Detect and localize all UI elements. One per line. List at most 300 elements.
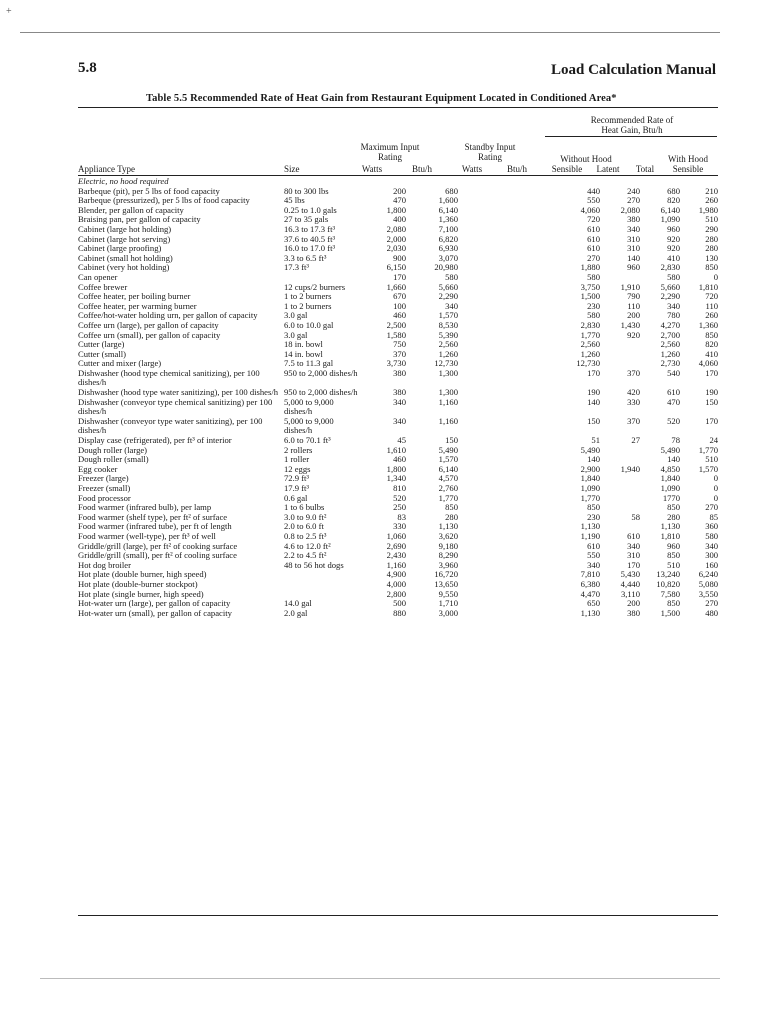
latent-cell: 200	[627, 598, 640, 609]
with-hood-cell: 150	[705, 396, 719, 407]
appliance-cell: Coffee heater, per boiling burner	[78, 291, 191, 302]
watts-cell: 2,500	[386, 319, 406, 330]
standby-watts-cell	[458, 206, 500, 216]
section-label: Electric, no hood required	[78, 176, 169, 186]
btuh-cell: 6,930	[438, 243, 458, 254]
sensible-cell: 650	[587, 598, 600, 609]
sensible-cell: 5,490	[580, 444, 600, 455]
btuh-cell: 1,710	[438, 598, 458, 609]
appliance-cell: Cabinet (large proofing)	[78, 243, 162, 254]
sensible-cell: 610	[587, 540, 600, 551]
latent-cell: 5,430	[620, 569, 640, 580]
watts-cell: 750	[393, 339, 406, 350]
sensible-cell: 230	[587, 511, 600, 522]
standby-btuh-cell	[500, 561, 544, 571]
standby-btuh-cell	[500, 551, 544, 561]
total-cell: 2,700	[660, 329, 680, 340]
sensible-cell: 1,770	[580, 492, 600, 503]
latent-cell: 370	[627, 367, 640, 378]
table-body	[78, 177, 718, 618]
appliance-cell: Dishwasher (hood type water sanitizing), per 100 dishes/h	[78, 387, 278, 398]
standby-btuh-cell	[500, 292, 544, 302]
btuh-cell: 13,650	[434, 578, 458, 589]
standby-watts-cell	[458, 551, 500, 561]
with-hood-cell: 260	[705, 195, 719, 206]
standby-watts-cell	[458, 417, 500, 436]
appliance-cell: Food warmer (infrared tube), per ft of length	[78, 521, 232, 532]
watts-cell: 2,430	[386, 550, 406, 561]
watts-cell: 400	[393, 214, 406, 225]
size-cell: 0.8 to 2.5 ft³	[284, 530, 327, 541]
btuh-cell: 1,570	[438, 310, 458, 321]
standby-btuh-cell	[500, 398, 544, 417]
total-cell: 960	[667, 223, 680, 234]
total-cell: 4,270	[660, 319, 680, 330]
appliance-cell: Dishwasher (conveyor type water sanitizing), per 100 dishes/h	[78, 415, 263, 436]
watts-cell: 1,610	[386, 444, 406, 455]
header-max-input: Maximum Input	[360, 142, 420, 152]
size-cell: 0.6 gal	[284, 492, 308, 503]
btuh-cell: 7,100	[438, 223, 458, 234]
sensible-cell: 190	[587, 387, 600, 398]
header-standby-input: Standby Input	[464, 142, 516, 152]
sensible-cell: 7,810	[580, 569, 600, 580]
with-hood-cell: 340	[705, 540, 719, 551]
size-cell: 3.0 gal	[284, 310, 308, 321]
btuh-cell: 580	[445, 271, 458, 282]
latent-cell: 960	[627, 262, 640, 273]
total-cell: 1,260	[660, 348, 680, 359]
with-hood-cell: 300	[705, 550, 719, 561]
size-cell: 72.9 ft³	[284, 473, 310, 484]
watts-cell: 380	[393, 367, 406, 378]
standby-btuh-cell	[500, 369, 544, 388]
btuh-cell: 6,140	[438, 204, 458, 215]
standby-watts-cell	[458, 570, 500, 580]
latent-cell: 2,080	[620, 204, 640, 215]
standby-btuh-cell	[500, 513, 544, 523]
standby-btuh-cell	[500, 235, 544, 245]
appliance-cell: Hot-water urn (large), per gallon of capacity	[78, 598, 231, 609]
btuh-cell: 8,290	[438, 550, 458, 561]
with-hood-cell: 280	[705, 243, 719, 254]
header-bottom-rule	[78, 175, 718, 176]
standby-btuh-cell	[500, 321, 544, 331]
standby-watts-cell	[458, 215, 500, 225]
appliance-cell: Coffee urn (large), per gallon of capacity	[78, 319, 219, 330]
latent-cell	[600, 484, 640, 494]
btuh-cell: 9,180	[438, 540, 458, 551]
watts-cell: 250	[393, 502, 406, 513]
total-cell: 340	[667, 300, 680, 311]
standby-btuh-cell	[500, 350, 544, 360]
standby-watts-cell	[458, 369, 500, 388]
btuh-cell: 1,160	[438, 396, 458, 407]
standby-watts-cell	[458, 321, 500, 331]
watts-cell: 380	[393, 387, 406, 398]
appliance-cell: Dishwasher (conveyor type chemical sanitizing) per 100 dishes/h	[78, 396, 273, 417]
standby-watts-cell	[458, 187, 500, 197]
standby-btuh-cell	[500, 215, 544, 225]
watts-cell: 2,690	[386, 540, 406, 551]
scan-artifact-bottom	[40, 978, 720, 979]
with-hood-cell: 0	[713, 483, 719, 493]
sensible-cell: 1,190	[580, 530, 600, 541]
sensible-cell: 550	[587, 550, 600, 561]
watts-cell: 1,060	[386, 530, 406, 541]
standby-btuh-cell	[500, 196, 544, 206]
watts-cell: 200	[393, 185, 406, 196]
sensible-cell: 1,260	[580, 348, 600, 359]
recommended-underline	[545, 136, 717, 137]
total-cell: 4,850	[660, 463, 680, 474]
standby-watts-cell	[458, 494, 500, 504]
watts-cell: 1,160	[386, 559, 406, 570]
btuh-cell: 850	[445, 502, 458, 513]
latent-cell	[600, 340, 640, 350]
latent-cell: 380	[627, 214, 640, 225]
watts-cell: 370	[393, 348, 406, 359]
standby-watts-cell	[458, 331, 500, 341]
btuh-cell: 2,560	[438, 339, 458, 350]
with-hood-cell: 110	[705, 300, 719, 311]
with-hood-cell: 510	[705, 214, 719, 225]
appliance-cell: Cutter and mixer (large)	[78, 358, 162, 369]
size-cell	[282, 570, 362, 580]
total-cell: 10,820	[656, 578, 680, 589]
standby-btuh-cell	[500, 359, 544, 369]
latent-cell: 1,430	[620, 319, 640, 330]
size-cell: 3.3 to 6.5 ft³	[284, 252, 327, 263]
size-cell: 16.0 to 17.0 ft³	[284, 243, 336, 254]
total-cell: 140	[667, 454, 680, 465]
scan-artifact-top	[20, 32, 720, 33]
btuh-cell: 3,960	[438, 559, 458, 570]
table-row	[78, 398, 718, 417]
standby-watts-cell	[458, 302, 500, 312]
standby-watts-cell	[458, 446, 500, 456]
manual-title: Load Calculation Manual	[550, 62, 716, 78]
latent-cell	[600, 494, 640, 504]
appliance-cell: Dough roller (small)	[78, 454, 149, 465]
total-cell: 520	[667, 415, 680, 426]
sensible-cell: 170	[587, 367, 600, 378]
sensible-cell: 230	[587, 300, 600, 311]
appliance-cell: Food processor	[78, 492, 131, 503]
sensible-cell: 1,770	[580, 329, 600, 340]
btuh-cell: 150	[445, 435, 458, 446]
total-cell: 850	[667, 550, 680, 561]
latent-cell	[600, 446, 640, 456]
standby-watts-cell	[458, 311, 500, 321]
header-with-hood: With Hood	[668, 154, 708, 164]
btuh-cell: 8,530	[438, 319, 458, 330]
standby-watts-cell	[458, 235, 500, 245]
standby-watts-cell	[458, 273, 500, 283]
total-cell: 6,140	[660, 204, 680, 215]
latent-cell	[600, 350, 640, 360]
with-hood-cell: 270	[705, 502, 719, 513]
total-cell: 2,290	[660, 291, 680, 302]
standby-watts-cell	[458, 283, 500, 293]
btuh-cell: 16,720	[434, 569, 458, 580]
sensible-cell: 51	[591, 435, 600, 446]
btuh-cell: 5,490	[438, 444, 458, 455]
btuh-cell: 2,760	[438, 483, 458, 493]
size-cell: 18 in. bowl	[284, 339, 323, 350]
with-hood-cell: 270	[705, 598, 719, 609]
with-hood-cell: 24	[709, 435, 719, 446]
watts-cell: 1,800	[386, 463, 406, 474]
standby-watts-cell	[458, 532, 500, 542]
latent-cell: 1,910	[620, 281, 640, 292]
btuh-cell: 3,620	[438, 530, 458, 541]
standby-btuh-cell	[500, 206, 544, 216]
btuh-cell: 280	[445, 511, 458, 522]
table-bottom-rule	[78, 915, 718, 916]
sensible-cell: 140	[587, 454, 600, 465]
btuh-cell: 2,290	[438, 291, 458, 302]
appliance-cell: Cutter (large)	[78, 339, 125, 350]
btuh-cell: 20,980	[434, 262, 458, 273]
heat-gain-table	[78, 177, 718, 618]
table-row	[78, 609, 718, 619]
sensible-cell: 2,560	[580, 339, 600, 350]
watts-cell: 2,800	[386, 588, 406, 599]
total-cell: 78	[671, 435, 680, 446]
appliance-cell: Food warmer (infrared bulb), per lamp	[78, 502, 212, 513]
header-with-hood-sensible: Sensible	[672, 164, 704, 174]
standby-watts-cell	[458, 465, 500, 475]
watts-cell: 900	[393, 252, 406, 263]
btuh-cell: 1,160	[438, 415, 458, 426]
latent-cell: 170	[627, 559, 640, 570]
total-cell: 510	[667, 559, 680, 570]
btuh-cell: 5,660	[438, 281, 458, 292]
btuh-cell: 1,300	[438, 387, 458, 398]
sensible-cell: 4,470	[580, 588, 600, 599]
latent-cell: 790	[627, 291, 640, 302]
with-hood-cell: 210	[705, 185, 719, 196]
latent-cell: 58	[631, 511, 640, 522]
table-row	[78, 369, 718, 388]
appliance-cell: Food warmer (shelf type), per ft² of surface	[78, 511, 228, 522]
standby-watts-cell	[458, 350, 500, 360]
header-standby-watts: Watts	[461, 164, 483, 174]
with-hood-cell: 850	[705, 262, 719, 273]
standby-btuh-cell	[500, 273, 544, 283]
standby-watts-cell	[458, 455, 500, 465]
sensible-cell: 340	[587, 559, 600, 570]
appliance-cell: Hot plate (double burner, high speed)	[78, 569, 207, 580]
standby-btuh-cell	[500, 474, 544, 484]
table-row	[78, 417, 718, 436]
standby-watts-cell	[458, 590, 500, 600]
watts-cell: 500	[393, 598, 406, 609]
total-cell: 1,090	[660, 214, 680, 225]
appliance-cell: Griddle/grill (small), per ft² of cooling surface	[78, 550, 237, 561]
standby-btuh-cell	[500, 484, 544, 494]
standby-watts-cell	[458, 359, 500, 369]
with-hood-cell: 130	[705, 252, 719, 263]
appliance-cell: Coffee urn (small), per gallon of capacity	[78, 329, 221, 340]
standby-watts-cell	[458, 436, 500, 446]
total-cell: 580	[667, 271, 680, 282]
standby-btuh-cell	[500, 331, 544, 341]
watts-cell: 810	[393, 483, 406, 493]
watts-cell: 340	[393, 415, 406, 426]
size-cell: 3.0 gal	[284, 329, 308, 340]
standby-watts-cell	[458, 196, 500, 206]
sensible-cell: 270	[587, 252, 600, 263]
total-cell: 7,580	[660, 588, 680, 599]
size-cell: 17.9 ft³	[284, 483, 310, 493]
size-cell: 37.6 to 40.5 ft³	[284, 233, 336, 244]
with-hood-cell: 85	[709, 511, 719, 522]
size-cell: 12 cups/2 burners	[284, 281, 346, 292]
watts-cell: 460	[393, 454, 406, 465]
watts-cell: 1,580	[386, 329, 406, 340]
standby-btuh-cell	[500, 532, 544, 542]
standby-btuh-cell	[500, 503, 544, 513]
size-cell: 2 rollers	[284, 444, 313, 455]
with-hood-cell: 170	[705, 415, 719, 426]
header-recommended-line2: Heat Gain, Btu/h	[601, 125, 663, 135]
header-without-hood: Without Hood	[560, 154, 612, 164]
sensible-cell: 3,750	[580, 281, 600, 292]
latent-cell: 3,110	[620, 588, 640, 599]
sensible-cell: 610	[587, 233, 600, 244]
appliance-cell: Cabinet (large hot holding)	[78, 223, 172, 234]
size-cell: 17.3 ft³	[284, 262, 310, 273]
size-cell: 1 to 2 burners	[284, 300, 332, 311]
btuh-cell: 5,390	[438, 329, 458, 340]
total-cell: 470	[667, 396, 680, 407]
standby-watts-cell	[458, 398, 500, 417]
sensible-cell: 1,880	[580, 262, 600, 273]
watts-cell: 170	[393, 271, 406, 282]
sensible-cell: 150	[587, 415, 600, 426]
with-hood-cell: 260	[705, 310, 719, 321]
appliance-cell: Blender, per gallon of capacity	[78, 204, 184, 215]
standby-btuh-cell	[500, 590, 544, 600]
appliance-cell: Food warmer (well-type), per ft³ of well	[78, 530, 216, 541]
standby-btuh-cell	[500, 446, 544, 456]
btuh-cell: 1,130	[438, 521, 458, 532]
appliance-cell: Display case (refrigerated), per ft³ of interior	[78, 435, 232, 446]
with-hood-cell: 1,810	[698, 281, 719, 292]
standby-btuh-cell	[500, 187, 544, 197]
btuh-cell: 1,770	[438, 492, 458, 503]
standby-watts-cell	[458, 263, 500, 273]
sensible-cell: 12,730	[576, 358, 600, 369]
standby-watts-cell	[458, 340, 500, 350]
watts-cell: 670	[393, 291, 406, 302]
sensible-cell: 610	[587, 223, 600, 234]
with-hood-cell: 280	[705, 233, 719, 244]
with-hood-cell: 190	[705, 387, 719, 398]
size-cell: 5,000 to 9,000 dishes/h	[284, 415, 334, 436]
standby-btuh-cell	[500, 311, 544, 321]
total-cell: 2,730	[660, 358, 680, 369]
size-cell: 2.0 gal	[284, 607, 308, 618]
latent-cell: 200	[627, 310, 640, 321]
with-hood-cell: 360	[705, 521, 719, 532]
standby-btuh-cell	[500, 417, 544, 436]
appliance-cell: Cabinet (small hot holding)	[78, 252, 173, 263]
sensible-cell: 720	[587, 214, 600, 225]
appliance-cell: Can opener	[78, 271, 118, 282]
with-hood-cell: 480	[705, 607, 719, 618]
page-number: 5.8	[78, 60, 97, 76]
size-cell: 45 lbs	[284, 195, 305, 206]
size-cell: 0.25 to 1.0 gals	[284, 204, 337, 215]
btuh-cell: 1,300	[438, 367, 458, 378]
table-top-rule	[78, 107, 718, 108]
total-cell: 820	[667, 195, 680, 206]
latent-cell: 420	[627, 387, 640, 398]
with-hood-cell: 160	[705, 559, 719, 570]
header-standby-btuh: Btu/h	[506, 164, 528, 174]
standby-btuh-cell	[500, 263, 544, 273]
total-cell: 850	[667, 502, 680, 513]
size-cell: 12 eggs	[284, 463, 311, 474]
with-hood-cell: 0	[713, 271, 719, 282]
latent-cell: 1,940	[620, 463, 640, 474]
total-cell: 920	[667, 233, 680, 244]
standby-watts-cell	[458, 609, 500, 619]
standby-btuh-cell	[500, 455, 544, 465]
btuh-cell: 4,570	[438, 473, 458, 484]
size-cell: 80 to 300 lbs	[284, 185, 329, 196]
with-hood-cell: 1,770	[698, 444, 719, 455]
total-cell: 850	[667, 598, 680, 609]
standby-watts-cell	[458, 244, 500, 254]
standby-btuh-cell	[500, 302, 544, 312]
with-hood-cell: 510	[705, 454, 719, 465]
latent-cell: 310	[627, 233, 640, 244]
size-cell: 14 in. bowl	[284, 348, 323, 359]
standby-btuh-cell	[500, 225, 544, 235]
with-hood-cell: 3,550	[698, 588, 719, 599]
header-btuh: Btu/h	[411, 164, 433, 174]
standby-btuh-cell	[500, 599, 544, 609]
latent-cell: 270	[627, 195, 640, 206]
total-cell: 780	[667, 310, 680, 321]
watts-cell: 3,730	[386, 358, 406, 369]
standby-watts-cell	[458, 388, 500, 398]
sensible-cell: 1,130	[580, 521, 600, 532]
watts-cell: 45	[397, 435, 406, 446]
total-cell: 920	[667, 243, 680, 254]
standby-btuh-cell	[500, 465, 544, 475]
total-cell: 5,490	[660, 444, 680, 455]
watts-cell: 340	[393, 396, 406, 407]
watts-cell: 2,080	[386, 223, 406, 234]
watts-cell: 880	[393, 607, 406, 618]
appliance-cell: Hot plate (double-burner stockpot)	[78, 578, 198, 589]
total-cell: 410	[667, 252, 680, 263]
with-hood-cell: 820	[705, 339, 719, 350]
standby-btuh-cell	[500, 244, 544, 254]
standby-watts-cell	[458, 513, 500, 523]
with-hood-cell: 0	[713, 473, 719, 484]
total-cell: 2,560	[660, 339, 680, 350]
size-cell: 1 roller	[284, 454, 310, 465]
standby-watts-cell	[458, 599, 500, 609]
standby-btuh-cell	[500, 388, 544, 398]
btuh-cell: 1,260	[438, 348, 458, 359]
